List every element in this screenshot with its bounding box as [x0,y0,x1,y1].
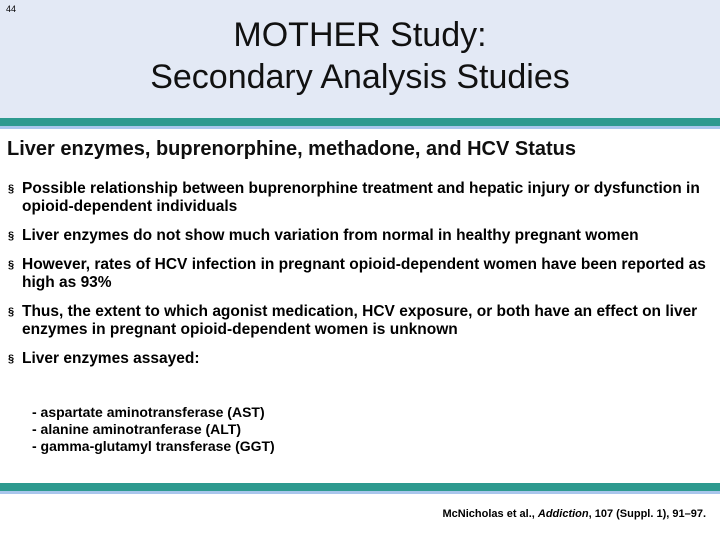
title-area [0,0,720,118]
bullet-marker-icon: § [8,353,15,365]
bullet-text: Liver enzymes do not show much variation from normal in healthy pregnant women [22,227,639,244]
title-line-1: MOTHER Study: [233,16,487,54]
title-line-2: Secondary Analysis Studies [150,58,570,96]
bullet-item [8,227,708,245]
bullet-marker-icon: § [8,230,15,242]
enzyme-list [32,404,275,455]
bullet-item [8,303,708,339]
bullet-item [8,180,708,216]
bullet-text: Possible relationship between buprenorphine treatment and hepatic injury or dysfunction in opioid-dependent individuals [22,180,700,215]
bullet-marker-icon: § [8,259,15,271]
slide-number: 44 [6,4,17,14]
bullet-text: However, rates of HCV infection in pregnant opioid-dependent women have been reported as high as 93% [22,256,706,291]
bullet-item [8,256,708,292]
enzyme-item: - gamma-glutamyl transferase (GGT) [32,438,275,454]
enzyme-item: - aspartate aminotransferase (AST) [32,404,265,420]
bullet-marker-icon: § [8,306,15,318]
citation-details: , 107 (Suppl. 1), 91–97. [588,508,706,520]
citation-authors: McNicholas et al., [442,508,538,520]
section-heading: Liver enzymes, buprenorphine, methadone, and HCV Status [7,138,576,160]
bullet-marker-icon: § [8,183,15,195]
bullet-list [8,180,708,379]
bottom-divider [0,483,720,491]
top-divider [0,118,720,126]
bullet-item [8,350,708,368]
citation-journal: Addiction [537,508,589,520]
bullet-text: Liver enzymes assayed: [22,350,200,367]
slide-title [0,14,720,98]
citation [443,508,706,520]
bullet-text: Thus, the extent to which agonist medication, HCV exposure, or both have an effect on liver enzymes in pregnant opioid-dependent women is unknown [22,303,698,338]
enzyme-item: - alanine aminotranferase (ALT) [32,421,242,437]
